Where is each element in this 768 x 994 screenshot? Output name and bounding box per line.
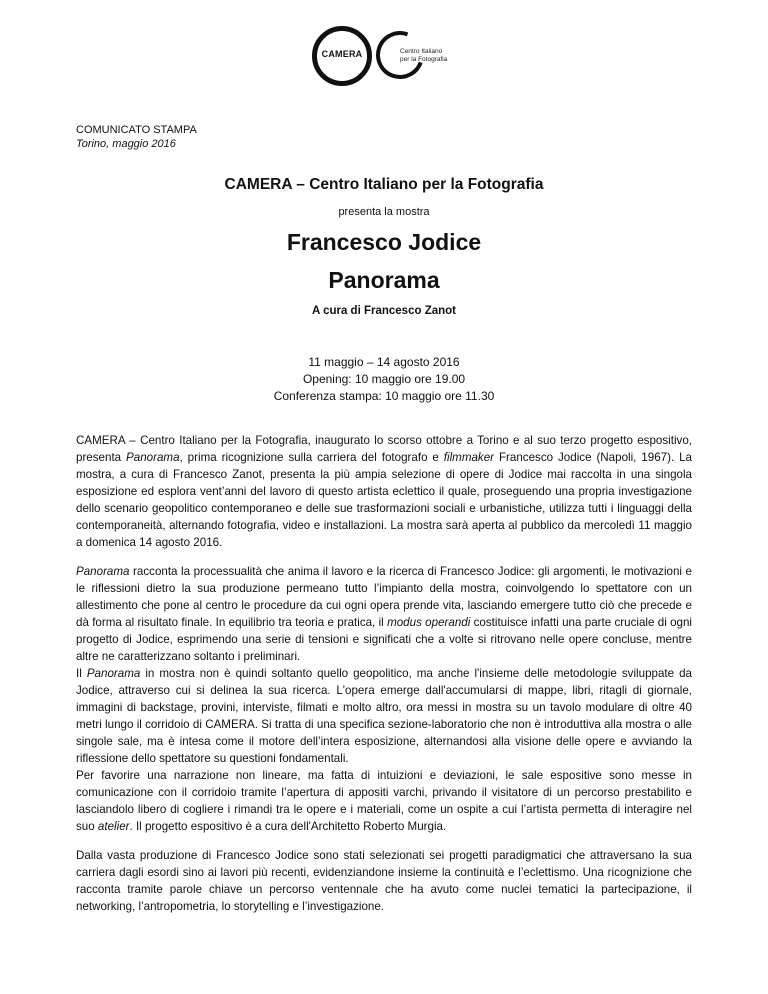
artist-name: Francesco Jodice	[286, 229, 482, 255]
p4-italic-1: atelier	[97, 820, 130, 833]
logo-subtitle-line2: per la Fotografia	[400, 56, 448, 63]
p1-italic-2: filmmaker	[443, 451, 495, 464]
press-release-body	[76, 432, 692, 927]
exhibition-title: Panorama	[328, 267, 440, 293]
p2-text-b: costituisce infatti una parte cruciale di ogni progetto di Jodice, esprimendo una serie di tensioni e significati che a volte si ritrovano nelle opere concluse, mentre altre ne caratterizzano soltanto i preliminari.	[76, 616, 692, 663]
paragraph-4	[76, 767, 692, 835]
p3-italic-1: Panorama	[86, 667, 141, 680]
camera-logo	[312, 26, 512, 106]
p1-italic-1: Panorama	[126, 451, 180, 464]
p4-text-b: . Il progetto espositivo è a cura dell'Architetto Roberto Murgia.	[129, 820, 447, 833]
logo-subtitle	[400, 48, 480, 64]
curator-line: A cura di Francesco Zanot	[312, 305, 456, 317]
date-opening: Opening: 10 maggio ore 19.00	[302, 372, 466, 386]
logo-subtitle-line1: Centro Italiano	[400, 48, 443, 55]
date-press-conference: Conferenza stampa: 10 maggio ore 11.30	[273, 389, 495, 403]
presents-line: presenta la mostra	[338, 206, 430, 218]
p3-text-a: Il	[76, 667, 87, 680]
exhibition-dates	[76, 354, 692, 405]
document-header	[76, 123, 197, 151]
paragraph-5: Dalla vasta produzione di Francesco Jodice sono stati selezionati sei progetti paradigmatici che attraversano la sua carriera dagli esordi sino ai lavori più recenti, evidenziandone insieme la continuità e l’eclettismo. Una ricognizione che racconta tramite parole chiave un percorso ventennale che ha avuto come nuclei tematici la partecipazione, il networking, l’antropometria, lo storytelling e l’investigazione.	[76, 849, 692, 913]
p1-text-a: CAMERA – Centro Italiano per la Fotografia, inaugurato lo scorso ottobre a Torino e al suo terzo progetto espositivo, presenta	[76, 434, 692, 464]
p2-italic-2: modus operandi	[387, 616, 471, 629]
p2-italic-1: Panorama	[76, 565, 130, 578]
place-date: Torino, maggio 2016	[76, 138, 176, 150]
paragraph-2	[76, 563, 692, 665]
organization-title: CAMERA – Centro Italiano per la Fotografia	[224, 176, 544, 193]
paragraph-1	[76, 432, 692, 551]
logo-word: CAMERA	[321, 49, 363, 59]
date-period: 11 maggio – 14 agosto 2016	[308, 355, 460, 369]
p3-text-b: in mostra non è quindi soltanto quello geopolitico, ma anche l'insieme delle metodologie sviluppate da Jodice, attraverso cui si delinea la sua ricerca. L'opera emerge dall'accumularsi di mappe, libri, ritagli di giornale, immagini di backstage, provini, interviste, filmati e molto altro, ora messi in mostra su un tavolo modulare di oltre 40 metri lungo il corridoio di CAMERA. Si tratta di una specifica sezione-laboratorio che non è introduttiva alla mostra o alle singole sale, ma è intesa come il motore dell’intera esposizione, alternandosi alla visione delle opere e avviando la riflessione dello spettatore su questioni fondamentali.	[76, 667, 692, 765]
p1-text-c: Francesco Jodice (Napoli, 1967). La mostra, a cura di Francesco Zanot, presenta la più ampia selezione di opere di Jodice mai raccolta in una singola esposizione ed esplora vent’anni del lavoro di questo artista eclettico il quale, proseguendo una propria investigazione dello scenario geopolitico contemporaneo e delle sue trasformazioni sociali e urbanistiche, utilizza tutti i linguaggi della contemporaneità, alternando fotografia, video e installazioni. La mostra sarà aperta al pubblico da mercoledì 11 maggio a domenica 14 agosto 2016.	[76, 451, 692, 549]
doc-type: COMUNICATO STAMPA	[76, 124, 197, 136]
p2-text-a: racconta la processualità che anima il lavoro e la ricerca di Francesco Jodice: gli argomenti, le motivazioni e le riflessioni dietro la sua produzione permeano tutto l’impianto della mostra, coinvolgendo lo spettatore con un allestimento che pone al centro le procedure da cui ogni opera prende vita, lasciando emergere tutto ciò che precede e dà forma al risultato finale. In equilibrio tra teoria e pratica, il	[76, 565, 692, 629]
paragraph-3	[76, 665, 692, 767]
p4-text-a: Per favorire una narrazione non lineare, ma fatta di intuizioni e deviazioni, le sale espositive sono messe in comunicazione con il corridoio tramite l’apertura di appositi varchi, privando il visitatore di un percorso prestabilito e lasciandolo libero di cogliere i rimandi tra le opere e i materiali, come un ospite a cui l’artista permetta di interagire nel suo	[76, 769, 692, 833]
p1-text-b: , prima ricognizione sulla carriera del fotografo e	[179, 451, 444, 464]
